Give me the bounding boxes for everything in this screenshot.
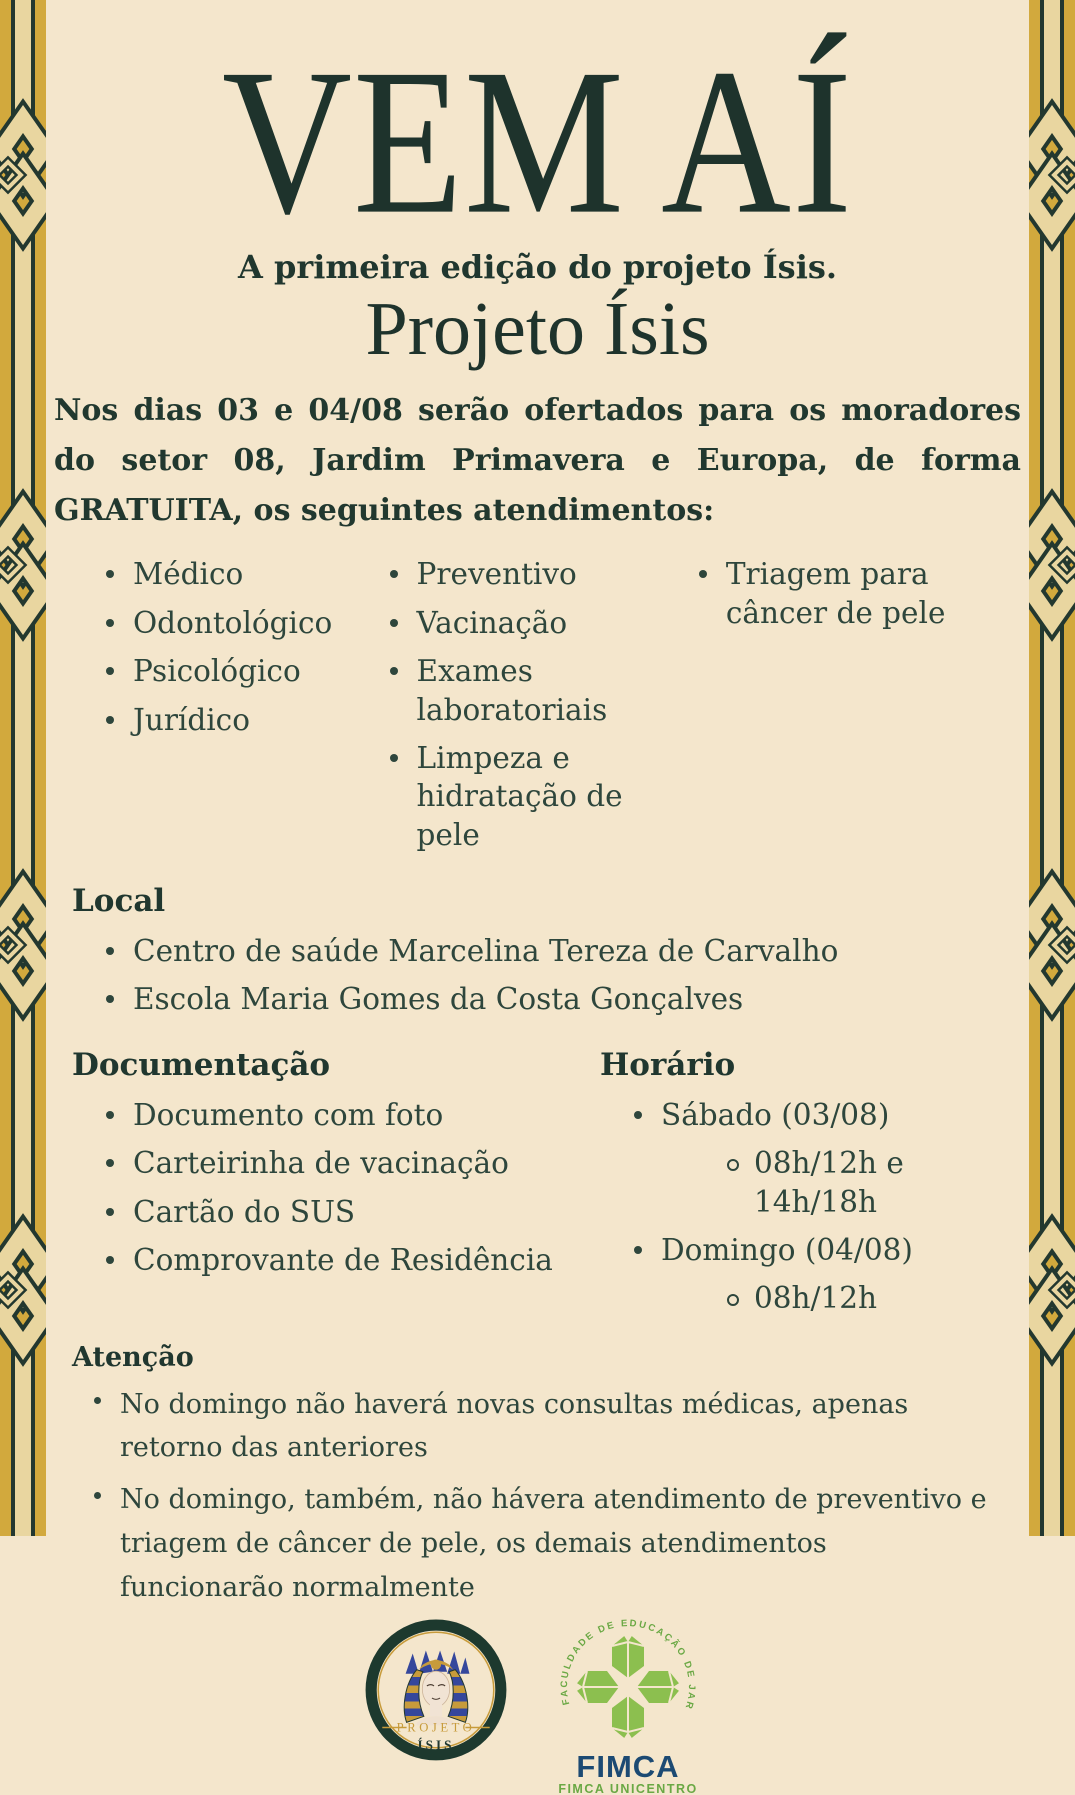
horario-heading: Horário bbox=[600, 1047, 736, 1084]
services-column-3 bbox=[693, 555, 1025, 863]
list-item: 08h/12h bbox=[721, 1279, 1025, 1317]
list-item: Comprovante de Residência bbox=[100, 1241, 600, 1279]
isis-logo-projeto-label: PROJETO bbox=[396, 1720, 475, 1735]
list-item: Preventivo bbox=[384, 555, 693, 593]
fimca-clover-icon bbox=[572, 1631, 684, 1743]
documentacao-heading: Documentação bbox=[72, 1047, 331, 1084]
horario-day: Sábado (03/08) bbox=[661, 1097, 890, 1132]
local-heading: Local bbox=[72, 882, 166, 919]
list-item bbox=[628, 1096, 1025, 1221]
list-item: Documento com foto bbox=[100, 1096, 600, 1134]
services-column-2 bbox=[384, 555, 693, 863]
section-local bbox=[50, 884, 1025, 1018]
fimca-arc-label: FACULDADE DE EDUCAÇÃO DE JARU bbox=[558, 1618, 697, 1713]
intro-paragraph: Nos dias 03 e 04/08 serão ofertados para os moradores do setor 08, Jardim Primavera e Europa, de forma GRATUITA, os seguintes atendimentos: bbox=[54, 393, 1021, 528]
list-item: Cartão do SUS bbox=[100, 1193, 600, 1231]
poster-kicker: VEM AÍ bbox=[222, 26, 853, 257]
fimca-logo-icon bbox=[540, 1613, 716, 1795]
projeto-isis-logo-icon bbox=[360, 1617, 512, 1769]
list-item: Triagem para câncer de pele bbox=[693, 555, 1025, 632]
section-atencao bbox=[50, 1342, 1025, 1610]
horario-day: Domingo (04/08) bbox=[661, 1232, 913, 1267]
services-lists bbox=[100, 555, 1025, 863]
documentacao-list bbox=[100, 1096, 600, 1279]
footer-logos bbox=[50, 1617, 1025, 1795]
horario-list bbox=[628, 1096, 1025, 1318]
fimca-unicentro-label: FIMCA UNICENTRO bbox=[557, 1782, 698, 1795]
list-item: 08h/12h e 14h/18h bbox=[721, 1144, 1025, 1221]
list-item: Centro de saúde Marcelina Tereza de Carvalho bbox=[100, 932, 1025, 970]
atencao-heading: Atenção bbox=[72, 1341, 194, 1373]
list-item: Vacinação bbox=[384, 604, 693, 642]
section-horario bbox=[600, 1028, 1025, 1327]
list-item: Jurídico bbox=[100, 701, 384, 739]
docs-horario-row bbox=[50, 1028, 1025, 1327]
list-item: Exames laboratoriais bbox=[384, 652, 693, 729]
local-list bbox=[100, 932, 1025, 1019]
list-item: Psicológico bbox=[100, 652, 384, 690]
list-item: Carteirinha de vacinação bbox=[100, 1144, 600, 1182]
horario-times bbox=[721, 1279, 1025, 1317]
section-documentacao bbox=[50, 1028, 600, 1327]
list-item: Limpeza e hidratação de pele bbox=[384, 739, 693, 854]
fimca-name-label: FIMCA bbox=[575, 1749, 680, 1785]
list-item: No domingo não haverá novas consultas médicas, apenas retorno das anteriores bbox=[92, 1383, 995, 1470]
list-item: No domingo, também, não hávera atendimento de preventivo e triagem de câncer de pele, os demais atendimentos funcionarão normalmente bbox=[92, 1478, 995, 1609]
list-item bbox=[628, 1231, 1025, 1318]
list-item: Escola Maria Gomes da Costa Gonçalves bbox=[100, 980, 1025, 1018]
poster-subtitle: A primeira edição do projeto Ísis. bbox=[238, 248, 837, 286]
atencao-list bbox=[92, 1383, 995, 1610]
horario-times bbox=[721, 1144, 1025, 1221]
isis-logo-isis-label: ÍSIS bbox=[416, 1737, 455, 1753]
poster-title: Projeto Ísis bbox=[365, 287, 710, 371]
services-column-1 bbox=[100, 555, 384, 863]
list-item: Médico bbox=[100, 555, 384, 593]
list-item: Odontológico bbox=[100, 604, 384, 642]
